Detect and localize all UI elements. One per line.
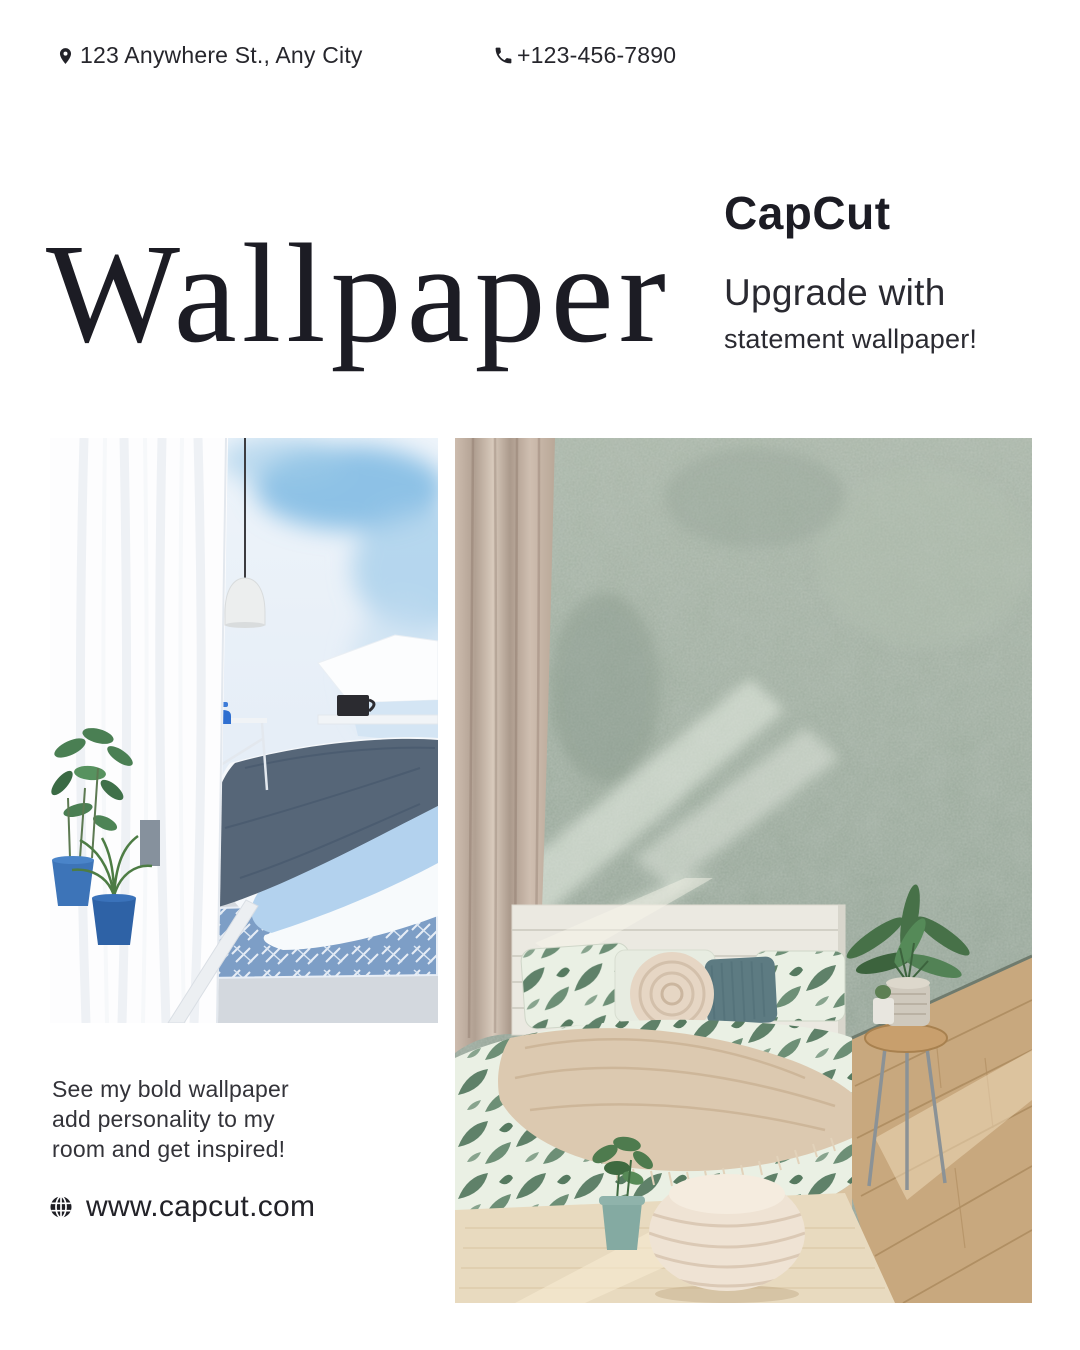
blue-pot-large [52,860,94,906]
coffee-cup [337,695,369,716]
tagline-line2: statement wallpaper! [724,324,978,354]
photo-green-bedroom [455,438,1032,1303]
brand-logo: CapCut [724,187,891,239]
blue-bedroom-illustration [50,438,438,1023]
phone-icon [493,45,514,66]
website-text: www.capcut.com [86,1190,316,1223]
bed-tray [318,715,438,724]
small-white-pot [873,998,894,1024]
green-bedroom-illustration [455,438,1032,1303]
contact-phone [493,42,676,69]
contact-address [56,42,363,69]
teal-pillow [704,956,777,1026]
poster-title: Wallpaper [46,214,671,372]
description-line: See my bold wallpaper [52,1076,289,1102]
phone-text: +123-456-7890 [517,42,677,68]
grey-candle [140,820,160,866]
teal-pot [602,1202,642,1250]
location-pin-icon [56,44,75,68]
address-text: 123 Anywhere St., Any City [80,42,363,68]
website-row[interactable] [49,1190,315,1224]
sheer-curtain [50,438,228,1023]
globe-icon [49,1195,73,1219]
blue-pot-small [92,898,136,945]
tagline-line1: Upgrade with [724,272,946,313]
photo-blue-bedroom [50,438,438,1023]
description-line: room and get inspired! [52,1136,286,1162]
description-line: add personality to my [52,1106,275,1132]
description-text [52,1074,289,1164]
